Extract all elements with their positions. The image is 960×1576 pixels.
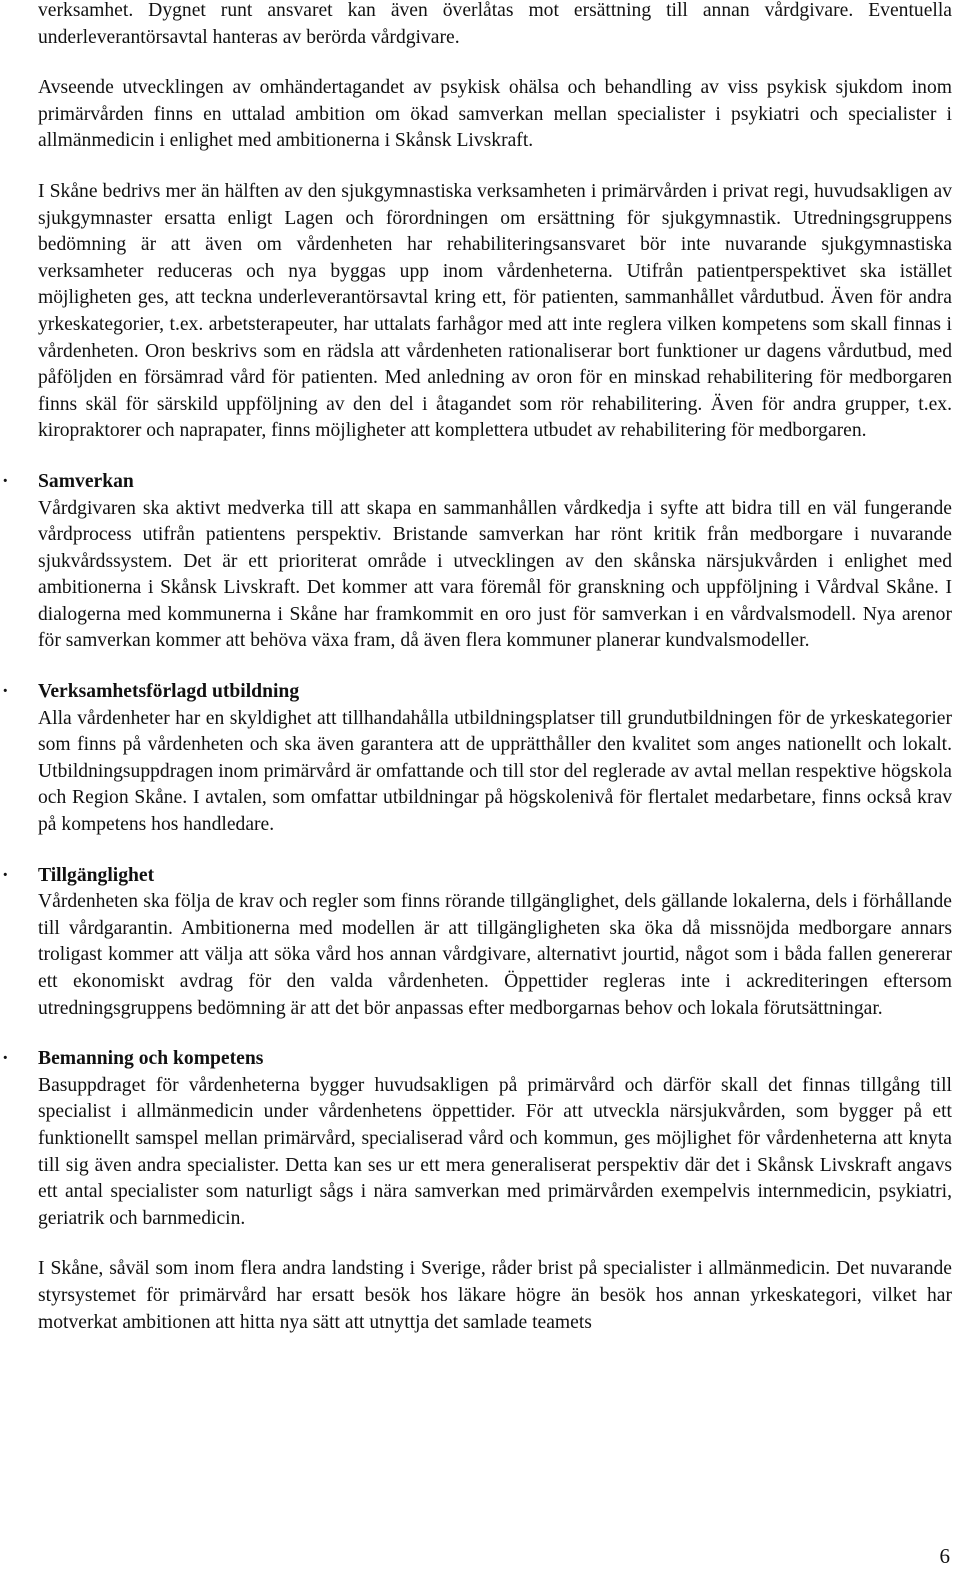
section-heading: Samverkan	[38, 470, 134, 492]
section-body: Vårdgivaren ska aktivt medverka till att skapa en sammanhållen vårdkedja i syfte att bidra till en väl fungerande vårdprocess utifrån patientens perspektiv. Bristande samverkan har rönt kritik från medborgare i nuvarande sjukvårdssystem. Det är ett prioriterat område i utvecklingen av den skånska närsjukvården i enlighet med ambitionerna i Skånsk Livskraft. Det kommer att vara föremål för granskning och uppföljning i Vårdval Skåne. I dialogerna med kommunerna i Skåne har framkommit en oro just för samverkan i en vårdvalsmodell. Nya arenor för samverkan kommer att behöva växa fram, då även flera kommuner planerar kundvalsmodeller.	[38, 497, 952, 652]
section-body: Basuppdraget för vårdenheterna bygger huvudsakligen på primärvård och därför skall det finnas tillgång till specialist i allmänmedicin under vårdenhetens öppettider. För att utveckla närsjukvården, som bygger på ett funktionellt samspel mellan primärvård, specialiserad vård och kommun, ges möjlighet för vårdenheterna att knyta till sig även andra specialister. Detta kan ses ur ett mera generaliserat perspektiv där det i Skånsk Livskraft angavs ett antal specialister som naturligt sågs i nära samverkan med primärvården exempelvis internmedicin, psykiatri, geriatrik och barnmedicin.	[38, 1074, 952, 1229]
paragraph-sjukgymnastik: I Skåne bedrivs mer än hälften av den sjukgymnastiska verksamheten i primärvården i privat regi, huvudsakligen av sjukgymnaster ersatta enligt Lagen och förordningen om ersättning för sjukgymnastik. Utredningsgruppens bedömning är att även om vårdenheten har rehabiliteringsansvaret bör inte nuvarande sjukgymnastiska verksamheter reduceras och nya byggas upp inom vårdenheterna. Utifrån patientperspektivet ska istället möjligheten ges, att teckna underleverantörsavtal kring ett, för patienten, sammanhållet vårdutbud. Även för andra yrkeskategorier, t.ex. arbetsterapeuter, har uttalats farhågor med att inte reglera vilken kompetens som skall finnas i vårdenheten. Oron beskrivs som en rädsla att vårdenheten rationaliserar bort funktioner ur dagens vårdutbud, med påföljden en försämrad vård för patienten. Med anledning av oron för en minskad rehabilitering för medborgaren finns skäl för särskild uppföljning av den del i åtagandet som rör rehabilitering. Även för andra grupper, t.ex. kiropraktorer och naprapater, finns möjligheter att komplettera utbudet av rehabilitering för medborgaren.	[38, 180, 952, 442]
section-body: Vårdenheten ska följa de krav och regler som finns rörande tillgänglighet, dels gällande lokalerna, dels i förhållande till vårdgarantin. Ambitionerna med modellen är att tillgängligheten ska öka då missnöjda medborgare annars troligast kommer att välja att söka vård hos annan vårdgivare, alternativt jourtid, något som i båda fallen genererar ett ekonomiskt avdrag för den valda vårdenheten. Öppettider regleras inte i ackrediteringen eftersom utredningsgruppens bedömning är att det bör anpassas efter medborgarnas behov och lokala förutsättningar.	[38, 891, 952, 1019]
bullet-marker: ·	[2, 1048, 9, 1070]
paragraph-psykisk-ohalsa: Avseende utvecklingen av omhändertagandet av psykisk ohälsa och behandling av viss psykisk sjukdom inom primärvården finns en uttalad ambition om ökad samverkan mellan specialister i psykiatri och specialister i allmänmedicin i enlighet med ambitionerna i Skånsk Livskraft.	[38, 77, 952, 152]
page-number: 6	[939, 1544, 950, 1568]
bullet-marker: ·	[2, 864, 9, 886]
section-body: Alla vårdenheter har en skyldighet att tillhandahålla utbildningsplatser till grundutbildningen för de yrkeskategorier som finns på vårdenheten och ska även garantera att de upprätthåller den kvalitet som anges nationellt och lokalt. Utbildningsuppdragen inom primärvård är omfattande och till stor del reglerade av avtal mellan respektive högskola och Region Skåne. I avtalen, som omfattar utbildningar på högskolenivå för flertalet medarbetare, finns också krav på kompetens hos handledare.	[38, 707, 952, 836]
bullet-marker: ·	[2, 681, 9, 703]
section-heading: Tillgänglighet	[38, 864, 155, 886]
paragraph-continuation: verksamhet. Dygnet runt ansvaret kan även överlåtas mot ersättning till annan vårdgivare. Eventuella underleverantörsavtal hanteras av berörda vårdgivare.	[38, 0, 952, 48]
section-verksamhetsforlagd-utbildning	[2, 679, 952, 839]
document-page	[2, 0, 952, 1336]
section-samverkan	[2, 469, 952, 655]
section-heading: Bemanning och kompetens	[38, 1048, 264, 1070]
bullet-marker: ·	[2, 470, 9, 492]
section-heading: Verksamhetsförlagd utbildning	[38, 681, 300, 703]
section-bemanning-och-kompetens	[2, 1046, 952, 1232]
paragraph-brist-specialister: I Skåne, såväl som inom flera andra landsting i Sverige, råder brist på specialister i allmänmedicin. Det nuvarande styrsystemet för primärvård har ersatt besök hos läkare högre än besök hos annan yrkeskategori, vilket har motverkat ambitionen att hitta nya sätt att utnyttja det samlade teamets	[38, 1258, 952, 1333]
section-tillganglighet	[2, 863, 952, 1023]
